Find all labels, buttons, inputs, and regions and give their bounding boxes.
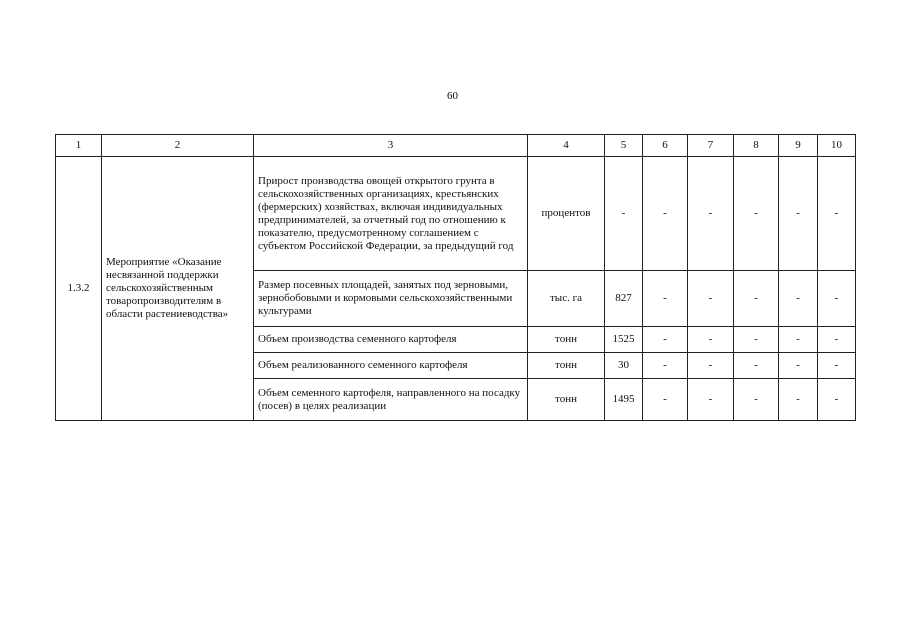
value-cell: - [734,353,779,379]
unit-cell: тонн [528,379,605,421]
value-cell: - [734,379,779,421]
indicator-name: Объем реализованного семенного картофеля [254,353,528,379]
value-cell: - [734,157,779,271]
row-number: 1.3.2 [56,157,102,421]
col-header: 8 [734,135,779,157]
col-header: 4 [528,135,605,157]
table-row [56,157,856,271]
indicator-name: Объем производства семенного картофеля [254,327,528,353]
unit-cell: тонн [528,327,605,353]
value-cell: - [779,327,818,353]
unit-cell: тонн [528,353,605,379]
value-cell: - [688,379,734,421]
value-cell: 827 [605,271,643,327]
value-cell: - [818,157,856,271]
value-cell: - [818,379,856,421]
value-cell: - [643,379,688,421]
value-cell: - [818,353,856,379]
unit-cell: тыс. га [528,271,605,327]
value-cell: - [605,157,643,271]
value-cell: - [818,327,856,353]
unit-cell: процентов [528,157,605,271]
col-header: 10 [818,135,856,157]
value-cell: - [779,157,818,271]
value-cell: - [734,271,779,327]
col-header: 9 [779,135,818,157]
col-header: 6 [643,135,688,157]
indicator-table [55,134,856,421]
page-number: 60 [447,90,458,102]
value-cell: - [688,327,734,353]
value-cell: 30 [605,353,643,379]
value-cell: - [779,271,818,327]
indicator-name: Объем семенного картофеля, направленного на посадку (посев) в целях реализации [254,379,528,421]
header-row [56,135,856,157]
indicator-name: Размер посевных площадей, занятых под зерновыми, зернобобовыми и кормовыми сельскохозяйственными культурами [254,271,528,327]
value-cell: - [779,353,818,379]
value-cell: - [688,157,734,271]
value-cell: 1525 [605,327,643,353]
value-cell: - [779,379,818,421]
value-cell: - [734,327,779,353]
value-cell: - [688,271,734,327]
col-header: 2 [102,135,254,157]
col-header: 3 [254,135,528,157]
value-cell: - [688,353,734,379]
col-header: 5 [605,135,643,157]
col-header: 7 [688,135,734,157]
value-cell: - [818,271,856,327]
indicator-name: Прирост производства овощей открытого грунта в сельскохозяйственных организациях, крестьянских (фермерских) хозяйствах, включая индивидуальных предпринимателей, за отчетный год по отношению к показателю, предусмотренному соглашением с субъектом Российской Федерации, за предыдущий год [254,157,528,271]
col-header: 1 [56,135,102,157]
value-cell: 1495 [605,379,643,421]
value-cell: - [643,327,688,353]
measure-name: Мероприятие «Оказание несвязанной поддержки сельскохозяйственным товаропроизводителям в области растениеводства» [102,157,254,421]
value-cell: - [643,271,688,327]
value-cell: - [643,353,688,379]
value-cell: - [643,157,688,271]
